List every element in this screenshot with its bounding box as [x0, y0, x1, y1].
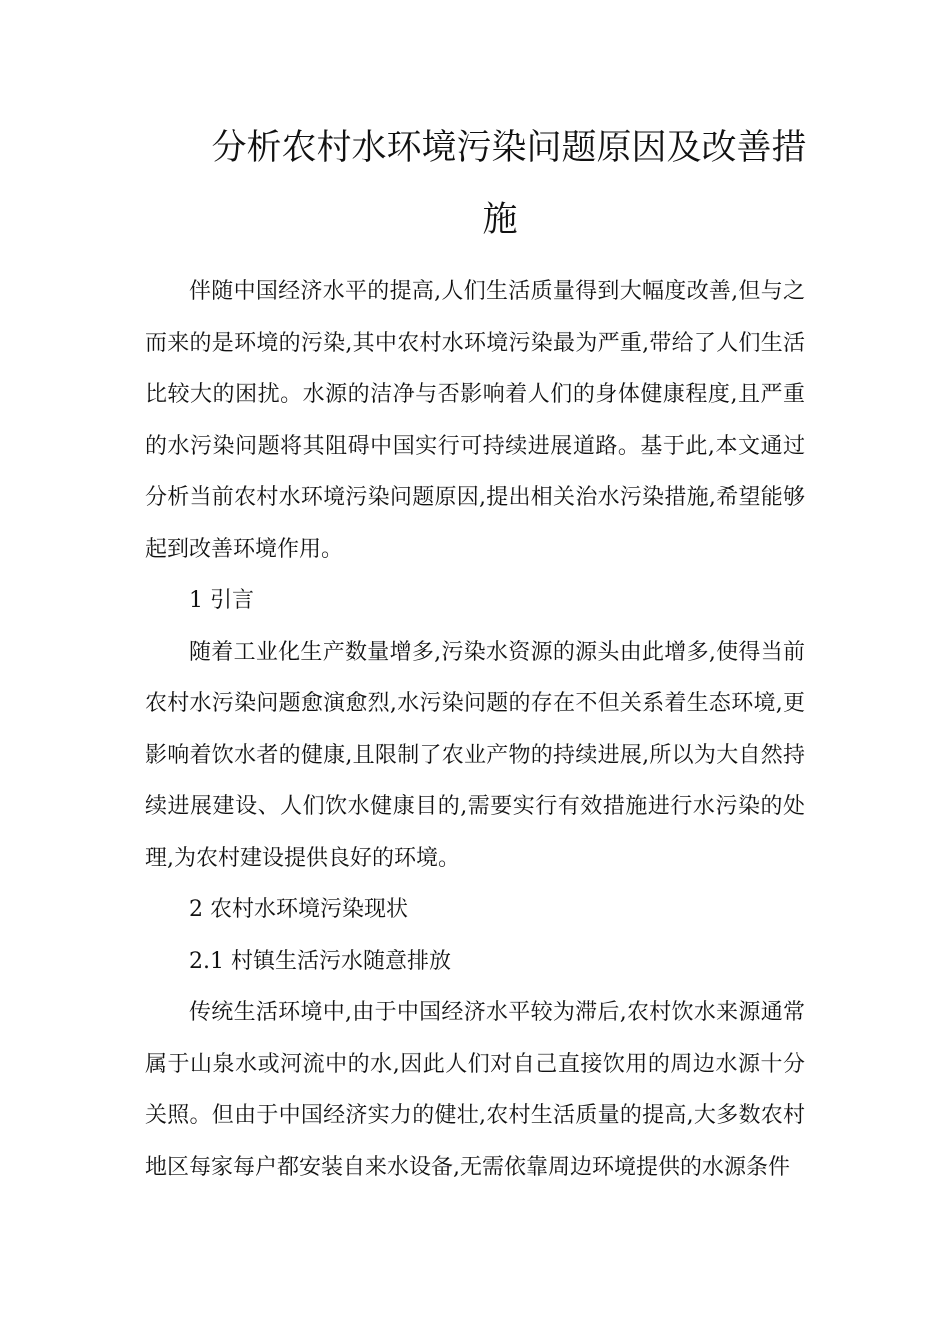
section-heading-status: 2 农村水环境污染现状 [189, 897, 408, 922]
paragraph-abstract: 伴随中国经济水平的提高,人们生活质量得到大幅度改善,但与之而来的是环境的污染,其中农村水环境污染最为严重,带给了人们生活比较大的困扰。水源的洁净与否影响着人们的身体健康程度,且严重的水污染问题将其阻碍中国实行可持续进展道路。基于此,本文通过分析当前农村水环境污染问题原因,提出相关治水污染措施,希望能够起到改善环境作用。 [145, 279, 805, 562]
title-line-2: 施 [482, 200, 518, 240]
title-line-1: 分析农村水环境污染问题原因及改善措 [211, 128, 807, 168]
section-heading-introduction: 1 引言 [189, 588, 254, 613]
document-body [145, 266, 805, 1193]
subsection-heading-sewage: 2.1 村镇生活污水随意排放 [189, 948, 451, 974]
paragraph-introduction: 随着工业化生产数量增多,污染水资源的源头由此增多,使得当前农村水污染问题愈演愈烈,水污染问题的存在不但关系着生态环境,更影响着饮水者的健康,且限制了农业产物的持续进展,所以为大自然持续进展建设、人们饮水健康目的,需要实行有效措施进行水污染的处理,为农村建设提供良好的环境。 [145, 639, 805, 871]
document-title [150, 112, 850, 256]
paragraph-sewage: 传统生活环境中,由于中国经济水平较为滞后,农村饮水来源通常属于山泉水或河流中的水,因此人们对自己直接饮用的周边水源十分关照。但由于中国经济实力的健壮,农村生活质量的提高,大多数农村地区每家每户都安装自来水设备,无需依靠周边环境提供的水源条件 [145, 1000, 805, 1180]
